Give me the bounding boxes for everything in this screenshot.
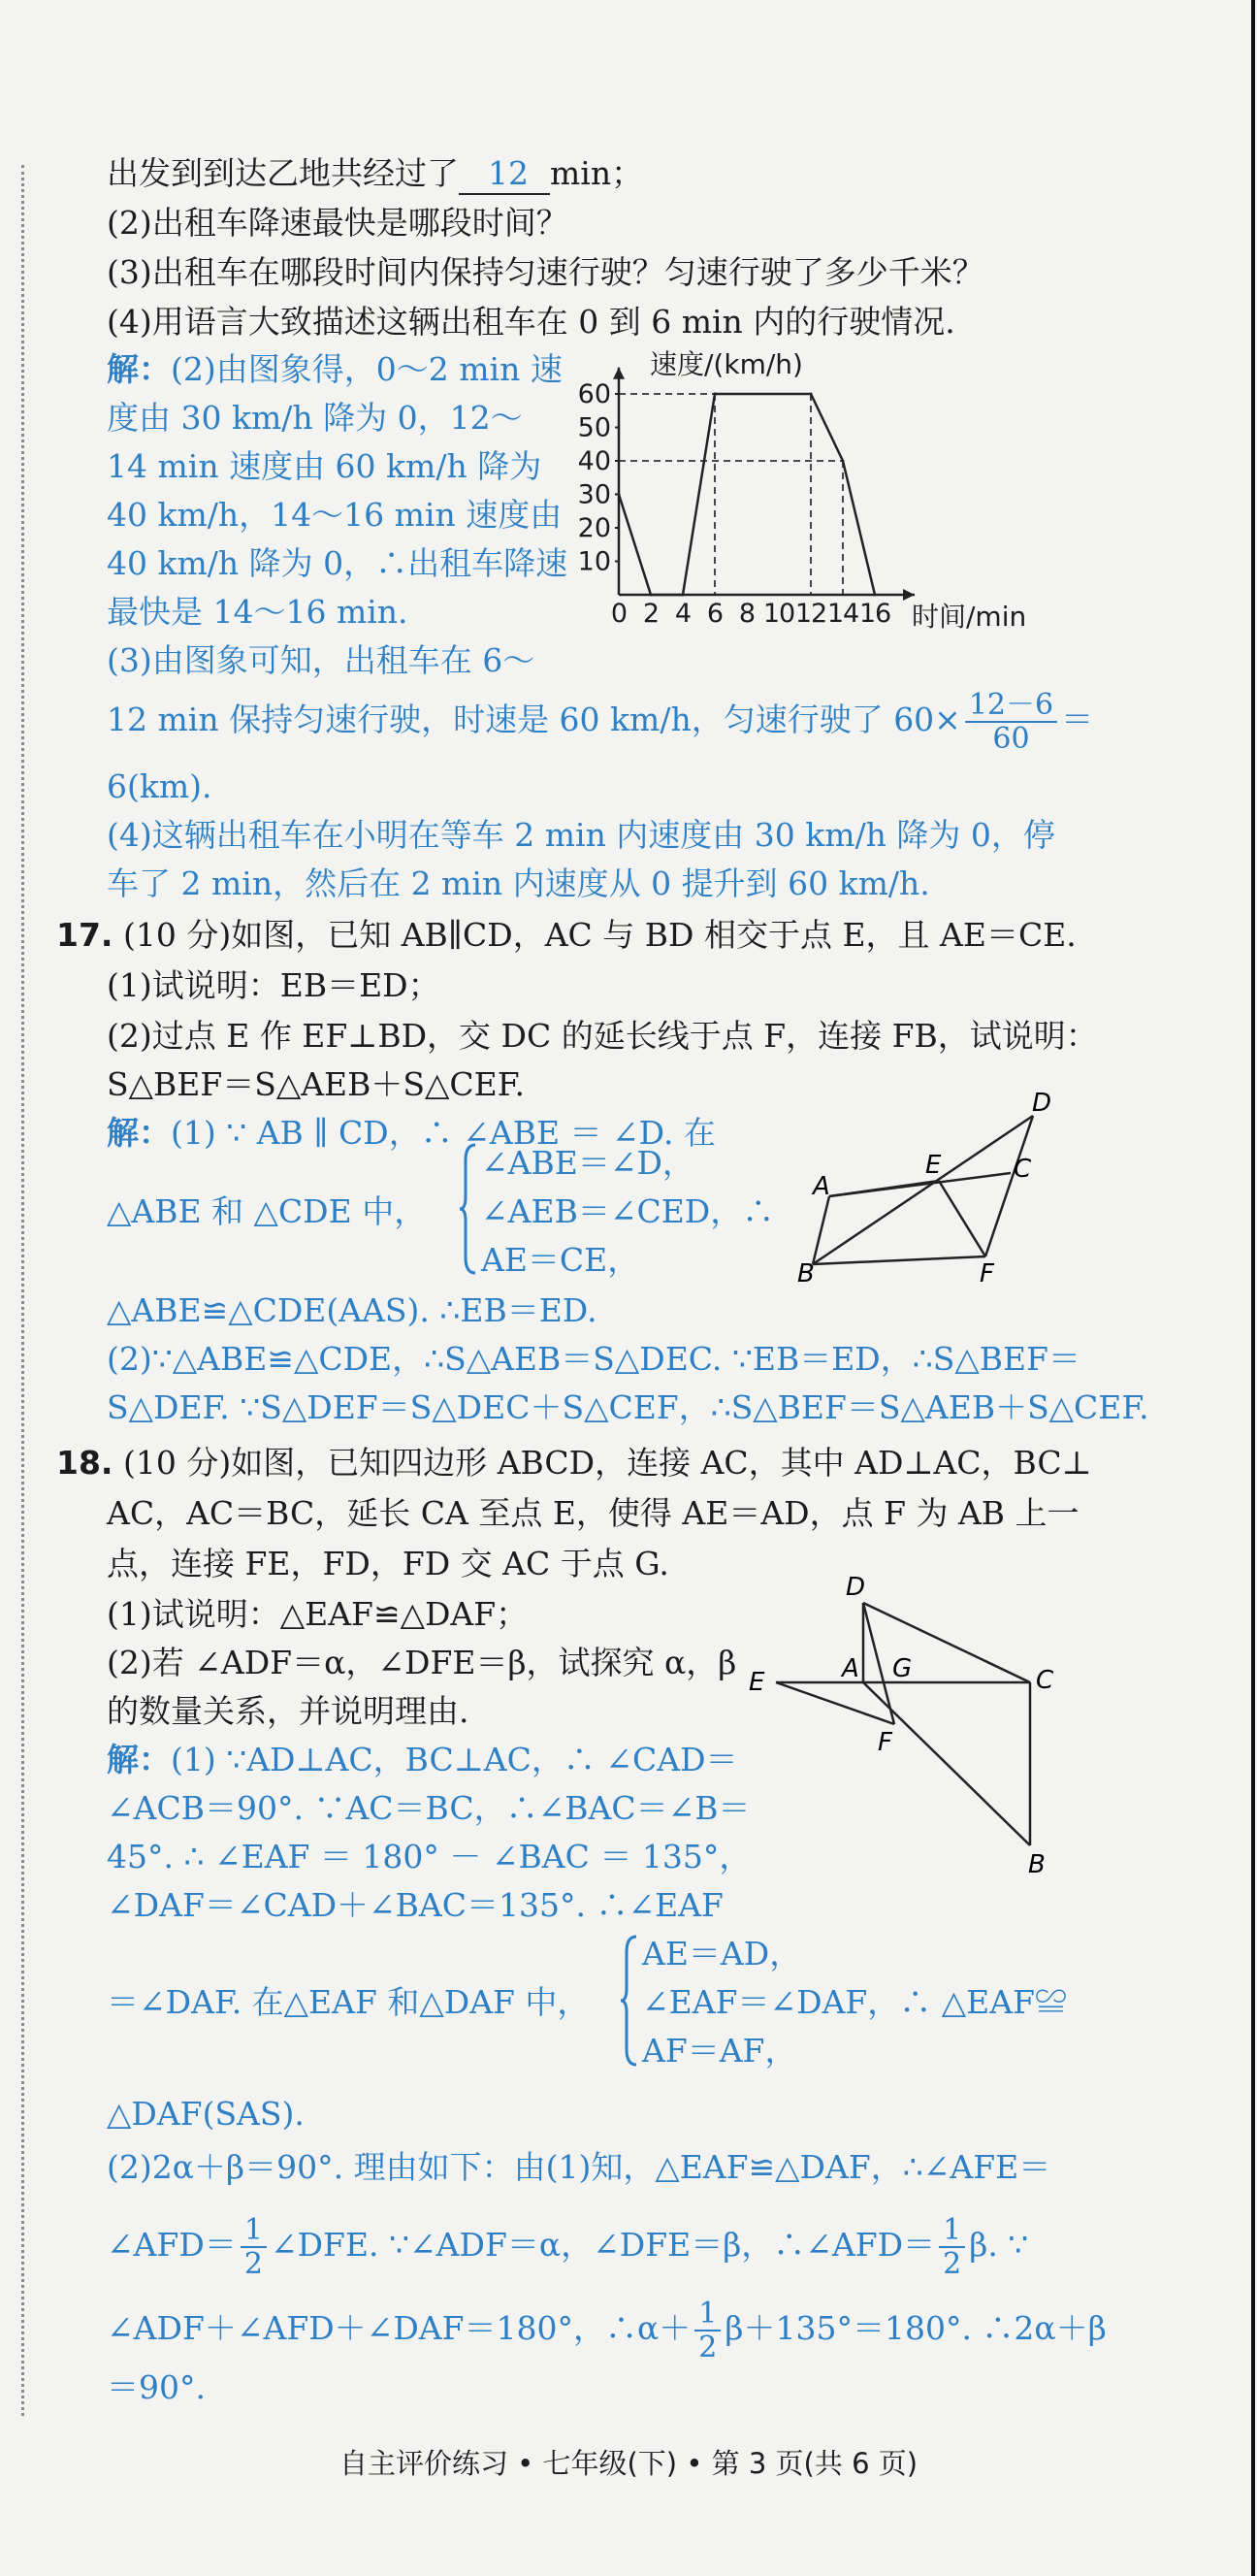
p16-sol8-text: 12 min 保持匀速行驶，时速是 60 km/h，匀速行驶了 60× — [107, 701, 961, 738]
chart-x-tick-label: 0 — [610, 599, 628, 629]
equals: ＝ — [1061, 701, 1094, 738]
fig18-label-e: E — [749, 1668, 765, 1697]
p16-sol9: 6(km). — [107, 767, 212, 805]
p18-sol8 — [107, 2214, 1028, 2280]
p17-sol5: S△DEF. ∵S△DEF＝S△DEC＋S△CEF，∴S△BEF＝S△AEB＋S△CEF. — [107, 1388, 1149, 1426]
p18-question: (10 分)如图，已知四边形 ABCD，连接 AC，其中 AD⊥AC，BC⊥ — [122, 1444, 1092, 1482]
chart-x-axis-label: 时间/min — [912, 601, 1027, 633]
p18-sol-text: (1) ∵AD⊥AC，BC⊥AC，∴ ∠CAD＝ — [171, 1741, 738, 1778]
p16-sol11: 车了 2 min，然后在 2 min 内速度从 0 提升到 60 km/h. — [107, 864, 930, 902]
p16-text: 出发到到达乙地共经过了 — [107, 154, 459, 192]
problem-number-17: 17. — [56, 916, 113, 954]
fig18-label-c: C — [1036, 1666, 1054, 1695]
p18-sol3: 45°. ∴ ∠EAF ＝ 180° － ∠BAC ＝ 135°， — [107, 1838, 752, 1875]
p18-sol9-b: β＋135°＝180°. ∴2α＋β — [725, 2309, 1107, 2347]
frac-numerator: 1 — [694, 2298, 721, 2331]
p18-sol5a: ＝∠DAF. 在△EAF 和△DAF 中， — [107, 1983, 590, 2021]
p16-sol5: 40 km/h 降为 0，∴出租车降速 — [107, 544, 568, 582]
p18-brace — [619, 1933, 640, 2069]
chart-y-tick-label: 50 — [577, 412, 611, 443]
p17-brace-line1: ∠ABE＝∠D， — [481, 1144, 694, 1182]
binding-dotted-line — [21, 165, 24, 2416]
p18-brace-line3: AF＝AF， — [642, 2032, 797, 2070]
chart-x-tick-label: 2 — [642, 599, 660, 629]
p16-sol10: (4)这辆出租车在小明在等车 2 min 内速度由 30 km/h 降为 0，停 — [107, 816, 1055, 854]
speed-time-chart — [572, 344, 1077, 645]
figure-17 — [795, 1092, 1086, 1290]
fig18-label-g: G — [892, 1654, 913, 1683]
p18-line1 — [56, 1443, 1092, 1483]
p17-sol4: (2)∵△ABE≌△CDE，∴S△AEB＝S△DEC. ∵EB＝ED，∴S△BEF＝ — [107, 1340, 1080, 1378]
chart-data-point — [650, 594, 653, 597]
fig17-label-a: A — [813, 1172, 830, 1201]
chart-y-arrow — [613, 368, 625, 379]
chart-series-line — [619, 394, 875, 595]
frac-denominator: 2 — [698, 2331, 718, 2364]
p18-sol8-c: β. ∵ — [969, 2226, 1029, 2264]
p17-question: (10 分)如图，已知 AB∥CD，AC 与 BD 相交于点 E，且 AE＝CE. — [122, 916, 1077, 954]
chart-y-tick-label: 40 — [577, 446, 611, 476]
fig17-label-d: D — [1032, 1092, 1052, 1118]
p18-sol10: ＝90°. — [107, 2368, 206, 2406]
p16-sol4: 40 km/h，14～16 min 速度由 — [107, 496, 563, 534]
frac-numerator: 1 — [241, 2214, 267, 2248]
frac-denominator: 2 — [243, 2247, 263, 2281]
p18-q2: AC，AC＝BC，延长 CA 至点 E，使得 AE＝AD，点 F 为 AB 上一 — [107, 1494, 1080, 1532]
p16-q4: (4)用语言大致描述这辆出租车在 0 到 6 min 内的行驶情况. — [107, 303, 955, 341]
frac-numerator: 1 — [939, 2214, 965, 2248]
p17-q2: (1)试说明：EB＝ED； — [107, 966, 440, 1004]
chart-data-point — [874, 594, 877, 597]
p18-sol9-a: ∠ADF＋∠AFD＋∠DAF＝180°，∴α＋ — [107, 2309, 692, 2347]
frac-numerator: 12－6 — [965, 689, 1057, 723]
p16-sol6: 最快是 14～16 min. — [107, 593, 408, 631]
p18-sol4: ∠DAF＝∠CAD＋∠BAC＝135°. ∴∠EAF — [107, 1886, 724, 1924]
problem-number-18: 18. — [56, 1444, 113, 1482]
p16-line1 — [107, 153, 643, 195]
p17-brace — [458, 1141, 479, 1277]
solution-label: 解： — [107, 1114, 171, 1152]
chart-y-axis-label: 速度/(km/h) — [650, 348, 803, 380]
chart-y-tick-label: 20 — [577, 513, 611, 543]
p16-q2: (2)出租车降速最快是哪段时间？ — [107, 204, 568, 242]
chart-x-tick-label: 10 — [762, 599, 795, 629]
chart-x-tick-label: 8 — [738, 599, 756, 629]
chart-x-tick-label: 16 — [858, 599, 891, 629]
p16-sol1 — [107, 349, 563, 389]
p18-q4: (1)试说明：△EAF≌△DAF； — [107, 1595, 529, 1633]
p18-sol8-b: ∠DFE. ∵∠ADF＝α，∠DFE＝β，∴∠AFD＝ — [270, 2226, 936, 2264]
p18-sol2: ∠ACB＝90°. ∵AC＝BC，∴∠BAC＝∠B＝ — [107, 1789, 751, 1827]
solution-label: 解： — [107, 350, 171, 388]
p17-line1 — [56, 915, 1077, 955]
solution-label: 解： — [107, 1741, 171, 1778]
frac-denominator: 2 — [943, 2247, 962, 2281]
p17-brace-line3: AE＝CE， — [481, 1241, 640, 1279]
p18-sol1 — [107, 1740, 738, 1779]
page-footer: 自主评价练习 • 七年级(下) • 第 3 页(共 6 页) — [338, 2447, 919, 2480]
fig18-label-b: B — [1028, 1850, 1046, 1879]
p17-sol2a: △ABE 和 △CDE 中， — [107, 1192, 427, 1230]
chart-x-tick-label: 6 — [706, 599, 724, 629]
chart-y-tick-label: 30 — [577, 479, 611, 510]
p18-q6: 的数量关系，并说明理由. — [107, 1692, 469, 1730]
fig18-label-d: D — [846, 1573, 866, 1602]
p16-q3: (3)出租车在哪段时间内保持匀速行驶？匀速行驶了多少千米？ — [107, 253, 984, 291]
p17-q3: (2)过点 E 作 EF⊥BD，交 DC 的延长线于点 F，连接 FB，试说明： — [107, 1017, 1098, 1055]
p16-sol-text: (2)由图象得，0～2 min 速 — [171, 350, 563, 388]
figure-18 — [747, 1564, 1077, 1884]
chart-x-tick-label: 4 — [674, 599, 692, 629]
chart-data-point — [618, 493, 621, 496]
frac-denominator: 60 — [992, 722, 1030, 756]
chart-x-tick-label: 14 — [826, 599, 859, 629]
p16-sol7: (3)由图象可知，出租车在 6～ — [107, 641, 535, 679]
p17-brace-line2: ∠AEB＝∠CED，∴ — [481, 1192, 775, 1230]
fig18-label-a: A — [842, 1654, 859, 1683]
p17-sol3: △ABE≌△CDE(AAS). ∴EB＝ED. — [107, 1291, 597, 1329]
chart-x-arrow — [903, 589, 915, 601]
p18-brace-line2: ∠EAF＝∠DAF，∴ △EAF≌ — [642, 1983, 1067, 2021]
p17-q4: S△BEF＝S△AEB＋S△CEF. — [107, 1065, 525, 1103]
fig17-label-c: C — [1014, 1155, 1032, 1184]
chart-y-tick-label: 10 — [577, 546, 611, 577]
p18-sol7: (2)2α＋β＝90°. 理由如下：由(1)知，△EAF≌△DAF，∴∠AFE＝ — [107, 2148, 1051, 2186]
fig17-label-e: E — [925, 1151, 942, 1180]
chart-y-tick-label: 60 — [577, 379, 611, 409]
fig17-label-b: B — [797, 1259, 815, 1288]
chart-x-tick-label: 12 — [794, 599, 827, 629]
chart-data-point — [810, 393, 813, 396]
page-edge — [1251, 0, 1255, 2576]
chart-data-point — [842, 460, 845, 463]
fig17-label-f: F — [980, 1259, 994, 1288]
chart-data-point — [682, 594, 685, 597]
p18-q3: 点，连接 FE，FD，FD 交 AC 于点 G. — [107, 1545, 669, 1582]
p17-sol-text: (1) ∵ AB ∥ CD，∴ ∠ABE ＝ ∠D. 在 — [171, 1114, 716, 1152]
p16-sol3: 14 min 速度由 60 km/h 降为 — [107, 447, 542, 485]
p18-brace-line1: AE＝AD， — [642, 1935, 802, 1973]
p16-sol2: 度由 30 km/h 降为 0，12～ — [107, 399, 523, 437]
p16-answer: 12 — [488, 154, 529, 192]
p16-sol8 — [107, 689, 1093, 755]
p18-sol9 — [107, 2298, 1107, 2364]
p16-unit: min； — [550, 154, 644, 192]
p18-q5: (2)若 ∠ADF＝α，∠DFE＝β，试探究 α，β — [107, 1644, 737, 1681]
p18-sol6: △DAF(SAS). — [107, 2095, 305, 2133]
chart-data-point — [714, 393, 717, 396]
fig18-label-f: F — [878, 1728, 892, 1757]
p18-sol8-a: ∠AFD＝ — [107, 2226, 237, 2264]
